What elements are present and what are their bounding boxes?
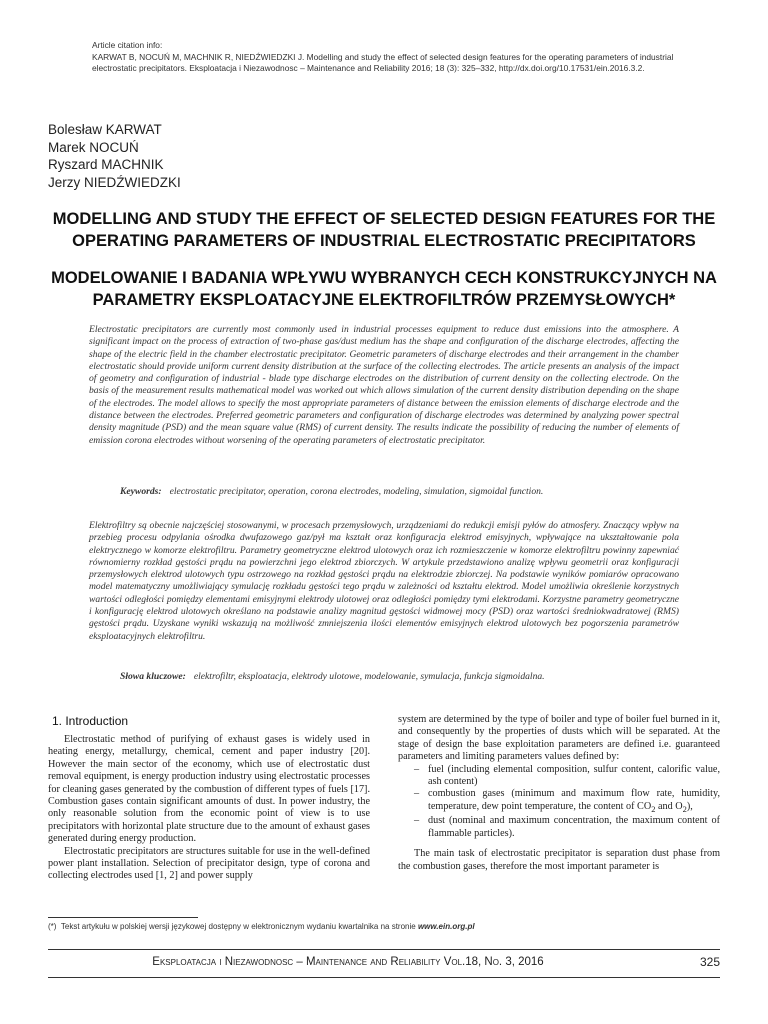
body-paragraph: system are determined by the type of boiler and type of boiler fuel burned in it, and consequently by the properties of dusts which will be separated. At the stage of design the base exploitation parameters are defined i.e. guaranteed parameters and limiting parameters values defined by: (398, 714, 720, 763)
footer-divider (48, 949, 720, 950)
list-item: – combustion gases (minimum and maximum flow rate, humidity, temperature, dew point temperature, the content of $CO_2$ and $O_2$), (428, 788, 720, 815)
footnote-link[interactable]: www.ein.org.pl (417, 922, 475, 931)
parameter-list (398, 764, 720, 840)
keywords-text: electrostatic precipitator, operation, corona electrodes, modeling, simulation, sigmoidal function. (169, 486, 544, 497)
footnote-divider (48, 917, 198, 918)
section-heading-introduction: 1. Introduction (52, 714, 129, 728)
keywords-label: Słowa kluczowe: (120, 671, 186, 682)
paper-title-english: MODELLING AND STUDY THE EFFECT OF SELECTED DESIGN FEATURES FOR THE OPERATING PARAMETERS OF INDUSTRIAL ELECTROSTATIC PRECIPITATORS (52, 210, 716, 250)
list-item: – dust (nominal and maximum concentration, the maximum content of flammable particles). (428, 815, 720, 840)
author-name: Ryszard MACHNIK (48, 157, 164, 172)
page-number: 325 (699, 955, 720, 969)
body-paragraph: Electrostatic precipitators are structures suitable for use in the well-defined power plant installation. Selection of precipitator design, type of corona and collecting electrodes used [1, 2] and power supply (48, 845, 370, 882)
abstract-polish: Elektrofiltry są obecnie najczęściej stosowanymi, w procesach przemysłowych, urządzeniami do redukcji emisji pyłów do atmosfery. Znaczący wpływ na przebieg procesu odpylania ośrodka dwufazowego gaz/pył ma kształt oraz konfiguracja elektrod emisyjnych, wpływające na ukształtowanie pola elektrycznego w komorze elektrofiltru. Parametry geometryczne elektrod ulotowych oraz ich rozmieszczenie w komorze elektrofiltru powinny zapewniać równomierny rozkład gęstości prądu na powierzchni jego elektrod zbiorczych. W artykule przedstawiono analizę wpływu geometrii oraz konfiguracji przemysłowych elektrod ulotowych typu ostrzowego na rozkład gęstości prądu na elektrodzie zbiorczej. Na podstawie wyników pomiarów opracowano model matematyczny umożliwiający symulację rozkładu gęstości tego prądu w zależności od kształtu elektrod. Model umożliwia określenie korzystnych wartości odległości pomiędzy elementami emisyjnymi elektrody ulotowej oraz odległości pomiędzy tymi elektrodami. Korzystne parametry geometryczne i konfigurację elektrod ulotowych określano na podstawie analizy magnitud gęstości widmowej mocy (PSD) oraz wartości średniokwadratowej (RMS) gęstości prądu. Uzyskane wyniki wskazują na możliwość zmniejszenia ilości elementów emisyjnych elektrod ulotowych bez pogorszenia parametrów eksploatacyjnych elektrofiltru. (89, 520, 679, 642)
footnote (48, 922, 728, 932)
keywords-label: Keywords: (120, 486, 162, 497)
body-paragraph: Electrostatic method of purifying of exhaust gases is widely used in heating energy, metallurgy, chemical, cement and paper industry [20]. However the main sector of the economy, which use of electrostatic dust removal equipment, is energy production industry using electrostatic processes for cleaning gases generated by the combustion of different types of fuels [17]. Combustion gases contain significant amounts of dust. In power industry, the only reasonable solution from the economic point of view is to use precipitators with horizontal plate structure due to the amount of exhaust gases generated during energy production. (48, 734, 370, 845)
paper-title-polish: MODELOWANIE I BADANIA WPŁYWU WYBRANYCH CECH KONSTRUKCYJNYCH NA PARAMETRY EKSPLOATACYJNE ELEKTROFILTRÓW PRZEMYSŁOWYCH* (51, 269, 717, 309)
footer-journal-name: Eksploatacja i Niezawodnosc – Maintenance and Reliability Vol.18, No. 3, 2016 (152, 956, 544, 968)
body-column-left (48, 734, 370, 883)
author-name: Bolesław KARWAT (48, 122, 162, 137)
citation-block (92, 40, 682, 75)
footnote-text: Tekst artykułu w polskiej wersji językowej dostępny w elektronicznym wydaniu kwartalnika na stronie (60, 922, 416, 931)
footnote-marker: (*) (48, 922, 57, 931)
list-item: – fuel (including elemental composition, sulfur content, calorific value, ash content) (428, 764, 720, 789)
author-name: Jerzy NIEDŹWIEDZKI (48, 174, 181, 190)
body-paragraph: The main task of electrostatic precipitator is separation dust phase from the combustion gases, therefore the most important parameter is (398, 848, 720, 872)
footer-divider (48, 977, 720, 978)
abstract-english: Electrostatic precipitators are currently most commonly used in industrial processes equipment to reduce dust emissions into the atmosphere. A significant impact on the process of extraction of two-phase gas/dust medium has the shape and configuration of the discharge electrodes, affecting the shape of the electric field in the chamber electrostatic precipitator. Geometric parameters of discharge electrodes and their arrangement in the chamber electrostatic should provide uniform current density distribution at the surface of the collecting electrodes. The article presents an analysis of the impact of geometry and configuration of industrial - blade type discharge electrodes on the distribution of current density on the collecting electrode. On the basis of the measurement results mathematical model was worked out which allows simulation of the current density distribution depending on the shape of the electrodes. The model allows to specify the most appropriate parameters of distance between the emission elements of discharge electrode and the distance between the electrodes. Preferred geometric parameters and configuration of discharge electrodes was determined by analyzing power spectral density magnitude (PSD) and the mean square value (RMS) of current density. The results indicate the possibility of reducing the number of elements of emission corona electrodes without worsening of the operating parameters of electrostatic precipitator. (89, 324, 679, 446)
keywords-text: elektrofiltr, eksploatacja, elektrody ulotowe, modelowanie, symulacja, funkcja sigmoidalna. (193, 671, 545, 682)
citation-label: Article citation info: (92, 40, 163, 50)
keywords-polish (120, 671, 680, 683)
keywords-english (120, 486, 680, 498)
body-column-right (398, 714, 720, 873)
citation-text: KARWAT B, NOCUŃ M, MACHNIK R, NIEDŹWIEDZKI J. Modelling and study the effect of selected design features for the operating parameters of industrial electrostatic precipitators. Eksploatacja i Niezawodnosc – Maintenance and Reliability 2016; 18 (3): 325–332, http://dx.doi.org/10.17531/ein.2016.3.2. (92, 51, 674, 73)
author-name: Marek NOCUŃ (48, 139, 139, 155)
author-list (48, 121, 181, 191)
